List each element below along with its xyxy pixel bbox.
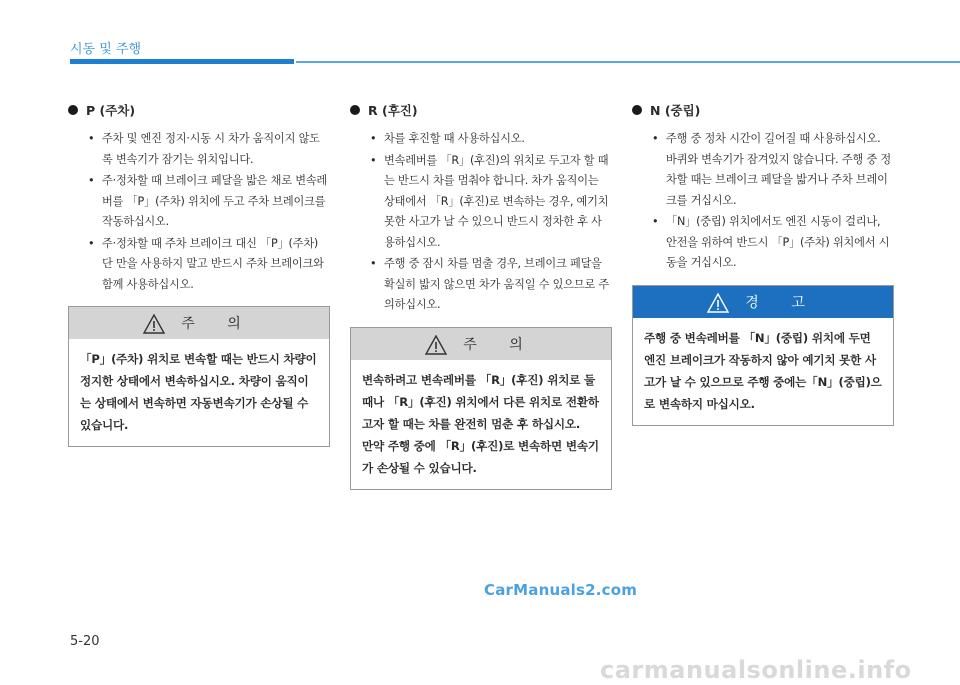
list-item: • 주·정차할 때 브레이크 페달을 밟은 채로 변속레버를 「P」(주차) 위치에 두고 주차 브레이크를 작동하십시오. — [88, 174, 328, 228]
warning-body — [633, 318, 893, 425]
bullet-dot-icon — [68, 105, 78, 115]
watermark: CarManuals2.com — [484, 581, 638, 599]
warning-text: 주행 중 변속레버를 「N」(중립) 위치에 두면 엔진 브레이크가 작동하지 않아 예기치 못한 사고가 날 수 있으므로 주행 중에는「N」(중립)으로 변속하지 마십시오. — [644, 330, 882, 411]
caution-box — [350, 327, 612, 490]
list-item: • 주차 및 엔진 정지·시동 시 차가 움직이지 않도록 변속기가 잠기는 위치입니다. — [88, 132, 320, 166]
caution-body — [351, 360, 611, 489]
caution-text: 「P」(주차) 위치로 변속할 때는 반드시 차량이 정지한 상태에서 변속하십시오. 차량이 움직이는 상태에서 변속하면 자동변속기가 손상될 수 있습니다. — [80, 352, 317, 432]
bullet-list — [632, 129, 894, 274]
list-item: • 주·정차할 때 주차 브레이크 대신 「P」(주차) 단 만을 사용하지 말고 반드시 주차 브레이크와 함께 사용하십시오. — [88, 236, 324, 291]
section-reverse — [350, 101, 612, 490]
warning-triangle-icon — [425, 335, 447, 355]
header-rule-thin — [296, 61, 960, 63]
caution-label: 주 의 — [463, 336, 537, 353]
bullet-dot-icon — [632, 105, 642, 115]
list-item: • 변속레버를 「R」(후진)의 위치로 두고자 할 때는 반드시 차를 멈춰야 합니다. 차가 움직이는 상태에서 「R」(후진)로 변속하는 경우, 예기치 못한 사고가 날 수 있으니 반드시 정차한 후 사용하십시오. — [370, 153, 609, 249]
caution-body — [69, 339, 329, 446]
caution-text: 만약 주행 중에 「R」(후진)로 변속하면 변속기가 손상될 수 있습니다. — [362, 438, 599, 475]
list-item: • 「N」(중립) 위치에서도 엔진 시동이 걸리나, 안전을 위하여 반드시 「P」(주차) 위치에서 시동을 거십시오. — [652, 215, 890, 269]
warning-triangle-icon — [707, 293, 729, 313]
section-title — [632, 101, 894, 119]
bullet-dot-icon — [350, 105, 360, 115]
caution-text: 변속하려고 변속레버를 「R」(후진) 위치로 둘 때나 「R」(후진) 위치에서 다른 위치로 전환하고자 할 때는 차를 완전히 멈춘 후 하십시오. — [362, 372, 599, 431]
list-item: • 주행 중 정차 시간이 길어질 때 사용하십시오. 바퀴와 변속기가 잠겨있지 않습니다. 주행 중 정차할 때는 브레이크 페달을 밟거나 주차 브레이크를 거십시오. — [652, 132, 892, 207]
warning-triangle-icon — [143, 314, 165, 334]
section-title-text: N (중립) — [650, 103, 701, 118]
section-title-text: P (주차) — [86, 103, 136, 118]
list-item: • 주행 중 잠시 차를 멈출 경우, 브레이크 페달을 확실히 밟지 않으면 차가 움직일 수 있으므로 주의하십시오. — [370, 257, 610, 311]
caution-label: 주 의 — [181, 316, 255, 332]
caution-box — [68, 306, 330, 447]
section-neutral — [632, 101, 894, 426]
section-title-text: R (후진) — [368, 103, 418, 118]
page-number: 5-20 — [70, 634, 100, 649]
header-rule-thick — [70, 59, 294, 64]
section-title — [350, 101, 612, 119]
warning-header — [633, 286, 893, 318]
list-item: • 차를 후진할 때 사용하십시오. — [370, 132, 525, 145]
warning-box — [632, 285, 894, 426]
caution-header — [351, 328, 611, 360]
bullet-list — [68, 129, 330, 295]
caution-header — [69, 307, 329, 339]
bullet-list — [350, 129, 612, 316]
section-park — [68, 101, 330, 447]
warning-label: 경 고 — [745, 294, 819, 311]
chapter-title: 시동 및 주행 — [70, 42, 142, 57]
section-title — [68, 101, 330, 119]
footer-watermark: carmanualsonline.info — [600, 656, 912, 684]
